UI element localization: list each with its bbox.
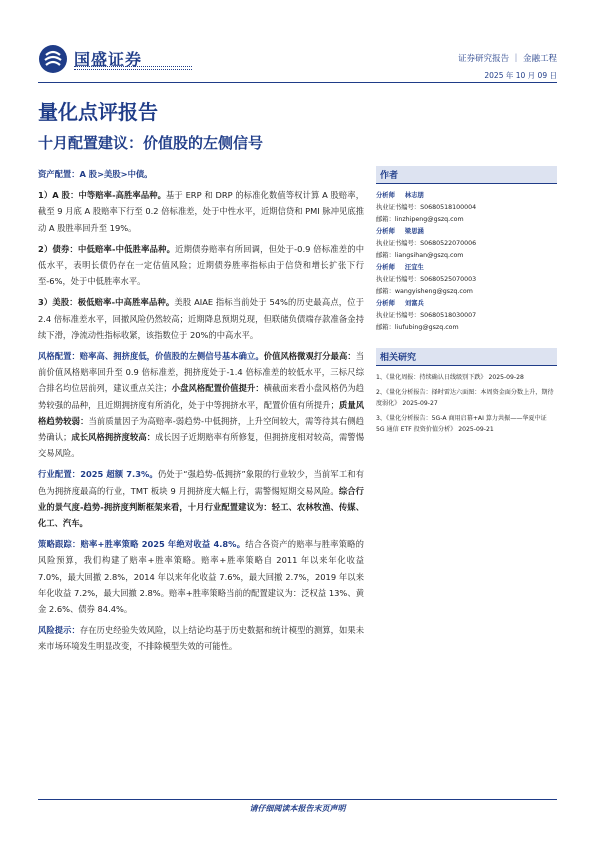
summary-paragraph	[38, 187, 364, 236]
analyst-role: 分析师	[376, 192, 395, 199]
related-date: 2025-09-21	[458, 426, 494, 433]
related-date: 2025-09-28	[488, 374, 524, 381]
footer-divider	[38, 799, 557, 800]
summary-paragraph	[38, 348, 364, 461]
brand-logo	[38, 44, 198, 74]
analyst-name: 刘富兵	[404, 300, 424, 307]
value-style-label: 价值风格微观打分最高：	[263, 351, 356, 362]
cert-number: S0680522070006	[420, 240, 477, 247]
related-research-item[interactable]	[376, 387, 557, 410]
related-title: 1、《量化周报：持续确认日线级别下跌》	[376, 374, 487, 381]
asset-allocation-label: 资产配置：A 股>美股>中债。	[38, 169, 153, 179]
small-cap-label: 小盘风格配置价值提升：	[171, 383, 264, 394]
cert-number: S0680518030007	[420, 312, 477, 319]
risk-label: 风险提示：	[38, 625, 80, 636]
cert-label: 执业证书编号：	[376, 240, 421, 247]
authors-heading: 作者	[376, 166, 557, 184]
industry-recommendation: 综合行业的景气度-趋势-拥挤度判断框架来看，十月行业配置建议为：轻工、农林牧渔、传媒、化工、汽车。	[38, 485, 364, 529]
ashare-label: 1）A 股：中等赔率-高胜率品种。	[38, 190, 167, 201]
email-link[interactable]: liufubing@gszq.com	[394, 324, 459, 331]
value-style-text: 当前价值风格赔率回升至 0.9 倍标准差，拥挤度处于-1.4 倍标准差的较低水平，三标尺综合排名均位居前列，建议重点关注；	[38, 351, 364, 394]
analyst-name: 梁思涵	[404, 228, 424, 235]
footer-disclaimer: 请仔细阅读本报告末页声明	[249, 804, 346, 813]
email-label: 邮箱：	[376, 288, 395, 295]
strategy-text: 结合各资产的赔率与胜率策略的风险预算，我们构建了赔率+胜率策略。赔率+胜率策略自 2011 年以来年化收益 7.0%，最大回撤 2.8%，2014 年以来年化收益 7.6%，最大回撤 2.7%，2019 年以来年化收益 7.2%，最大回撤 2.8%。赔率+胜率策略当前的配置建议为：泛权益 13%、黄金 2.6%、债券 84.4%。	[38, 539, 364, 615]
related-research-heading: 相关研究	[376, 348, 557, 366]
report-type: 量化点评报告	[38, 100, 158, 124]
header-divider	[38, 82, 557, 83]
sidebar	[376, 166, 557, 439]
quality-text: 当前质量因子为高赔率-弱趋势-中低拥挤，上升空间较大，需等待其右侧趋势确认；	[38, 415, 364, 443]
summary-paragraph	[38, 536, 364, 617]
summary-paragraph	[38, 241, 364, 290]
related-research-item[interactable]	[376, 372, 557, 384]
email-link[interactable]: linzhipeng@gszq.com	[394, 216, 464, 223]
related-date: 2025-09-27	[402, 400, 438, 407]
cert-number: S0680518100004	[420, 204, 477, 211]
us-stock-label: 3）美股：极低赔率-中高胜率品种。	[38, 297, 175, 308]
analyst-name: 汪宜生	[404, 264, 424, 271]
industry-allocation-label: 行业配置：2025 超额 7.3%。	[38, 469, 158, 480]
report-summary	[38, 166, 364, 660]
brand-subline	[74, 66, 192, 70]
analyst-entry	[376, 262, 557, 298]
analyst-role: 分析师	[376, 264, 395, 271]
summary-paragraph	[38, 466, 364, 531]
related-title: 2、《量化分析报告：择时雷达六面图：本周资金面分数上升，期待度弱化》	[376, 388, 554, 407]
related-research-list	[376, 372, 557, 436]
related-title: 3、《量化分析报告：5G-A 商用启幕+AI 算力共振——华夏中证 5G 通信 ETF 投资价值分析》	[376, 414, 547, 433]
small-cap-text: 横截面来看小盘风格仍为趋势较强的品种，且近期拥挤度有所消化，处于中等拥挤水平，配置价值有所提升；	[38, 383, 364, 410]
analyst-entry	[376, 226, 557, 262]
bond-label: 2）债券：中低赔率-中低胜率品种。	[38, 243, 176, 254]
email-label: 邮箱：	[376, 216, 395, 223]
report-title: 十月配置建议：价值股的左侧信号	[38, 134, 264, 152]
bond-text: 近期债券赔率有所回调，但处于-0.9 倍标准差的中低水平，表明长债仍存在一定估值风险；近期债券胜率指标由于信贷和增长扩张下行至-6%，处于中低胜率水平。	[38, 243, 365, 287]
us-stock-text: 美股 AIAE 指标当前处于 54%的历史最高点，位于 2.4 倍标准差水平，回撤风险仍然较高；近期降息预期兑现，但联储负债端存款准备金持续下滑，净流动性指标收紧，该指数位于 20%的中高水平。	[38, 297, 364, 340]
risk-text: 存在历史经验失效风险，以上结论均基于历史数据和统计模型的测算，如果未来市场环境发生明显改变，不排除模型失效的可能性。	[38, 625, 364, 652]
style-allocation-label: 风格配置：赔率高、拥挤度低，价值股的左侧信号基本确立。	[38, 351, 264, 362]
cert-label: 执业证书编号：	[376, 276, 421, 283]
brand-name: 国盛证券	[74, 50, 143, 69]
industry-text: 仍处于“强趋势-低拥挤”象限的行业较少，当前军工和有色为拥挤度最高的行业，TMT 板块 9 月拥挤度大幅上行，需警惕短期交易风险。	[38, 469, 365, 496]
analyst-role: 分析师	[376, 300, 395, 307]
related-research-item[interactable]	[376, 413, 557, 436]
analyst-entry	[376, 298, 557, 334]
cert-number: S0680525070003	[420, 276, 477, 283]
summary-paragraph	[38, 622, 364, 654]
analyst-list	[376, 190, 557, 334]
summary-paragraph	[38, 166, 364, 182]
growth-text: 成长因子近期赔率有所修复，但拥挤度相对较高，需警惕交易风险。	[38, 432, 364, 459]
report-date: 2025 年 10 月 09 日	[484, 71, 557, 80]
cert-label: 执业证书编号：	[376, 312, 421, 319]
email-label: 邮箱：	[376, 324, 395, 331]
summary-paragraph	[38, 294, 364, 343]
email-link[interactable]: liangsihan@gszq.com	[394, 252, 464, 259]
report-category: 证券研究报告 ｜ 金融工程	[458, 54, 557, 64]
guosheng-logo-icon	[38, 44, 68, 74]
analyst-name: 林志朋	[404, 192, 424, 199]
cert-label: 执业证书编号：	[376, 204, 421, 211]
email-link[interactable]: wangyisheng@gszq.com	[394, 288, 473, 295]
growth-label: 成长风格拥挤度较高：	[71, 432, 156, 443]
ashare-text: 基于 ERP 和 DRP 的标准化数值等权计算 A 股赔率，截至 9 月底 A 股赔率下行至 0.2 倍标准差，处于中性水平，近期信贷和 PMI 脉冲见底推动 A 股胜率回升至 19%。	[38, 190, 364, 233]
quality-label: 质量风格趋势较弱：	[38, 399, 364, 426]
strategy-tracking-label: 策略跟踪：赔率+胜率策略 2025 年绝对收益 4.8%。	[38, 539, 246, 550]
analyst-entry	[376, 190, 557, 226]
analyst-role: 分析师	[376, 228, 395, 235]
email-label: 邮箱：	[376, 252, 395, 259]
